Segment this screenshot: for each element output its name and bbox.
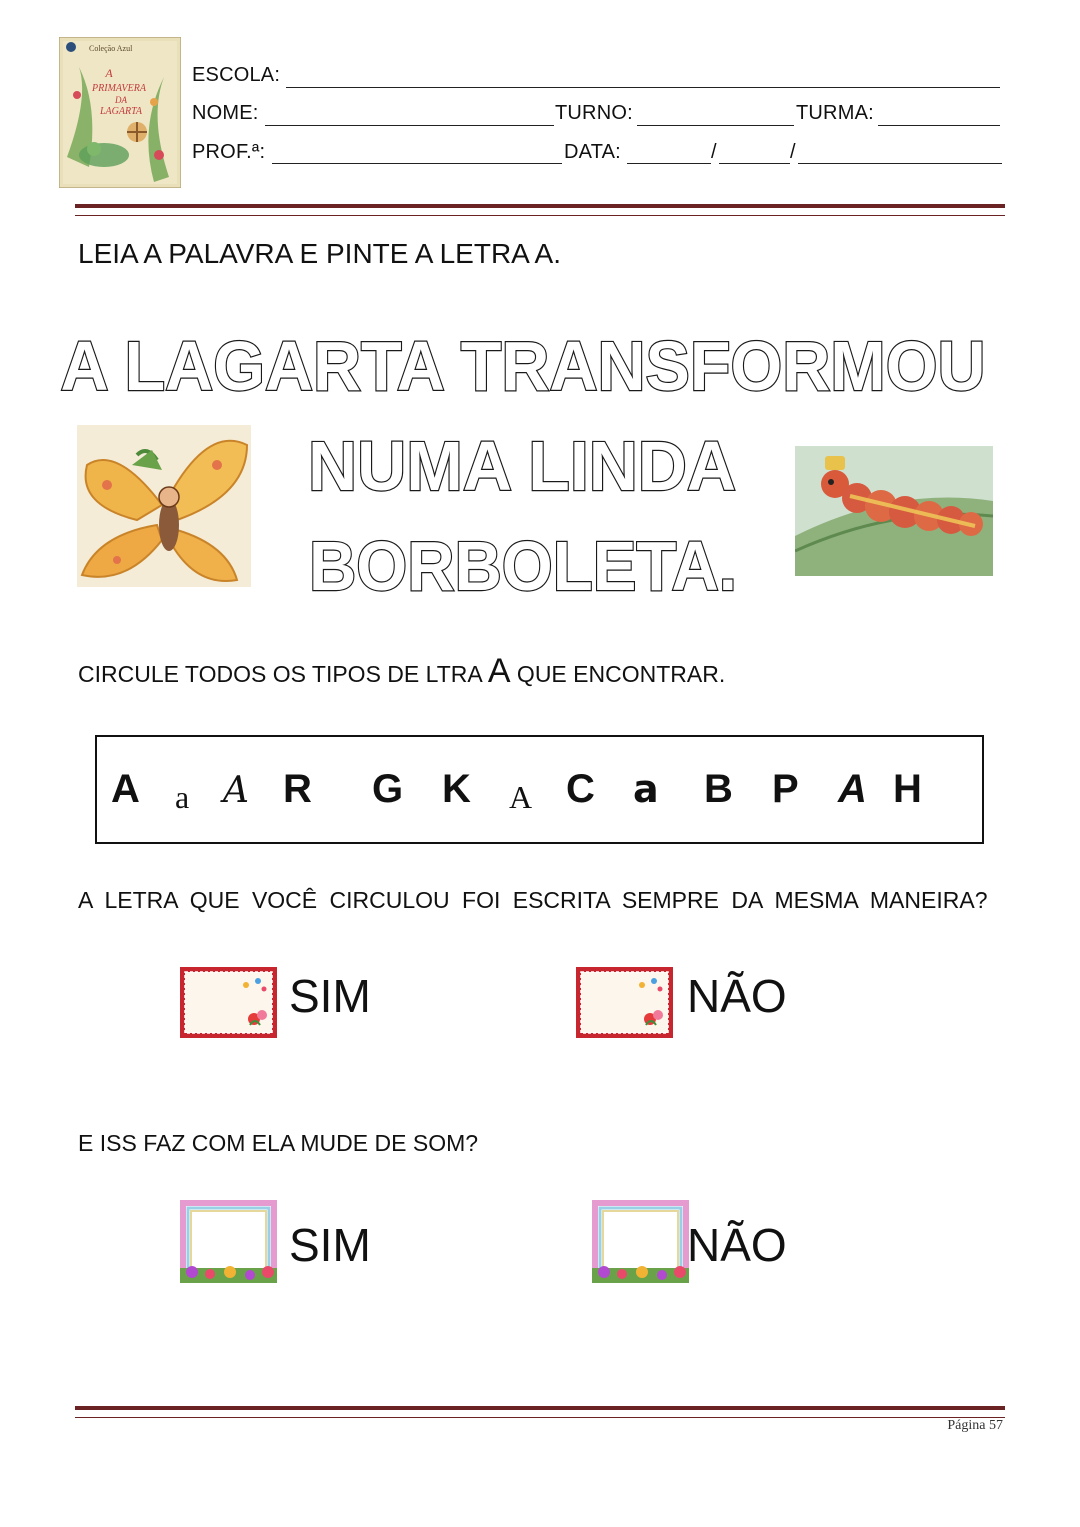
- yes-checkbox-1[interactable]: [180, 967, 277, 1038]
- sentence-line-3[interactable]: BORBOLETA.: [309, 527, 737, 605]
- no-checkbox-2[interactable]: [592, 1200, 689, 1283]
- yes-checkbox-2[interactable]: [180, 1200, 277, 1283]
- footer-separator: [75, 1406, 1005, 1418]
- answer-no-2: NÃO: [687, 1219, 787, 1271]
- letter-item[interactable]: C: [566, 767, 595, 811]
- sentence-line-1[interactable]: A LAGARTA TRANSFORMOU: [60, 327, 986, 405]
- svg-text:LAGARTA: LAGARTA: [99, 106, 143, 117]
- caterpillar-illustration: [795, 446, 993, 576]
- turma-label: TURMA:: [796, 102, 874, 124]
- svg-text:A: A: [105, 66, 113, 80]
- data-label: DATA:: [564, 141, 621, 163]
- letter-item[interactable]: A: [838, 767, 867, 811]
- date-separator: /: [790, 141, 796, 163]
- escola-field[interactable]: [286, 87, 1000, 88]
- butterfly-illustration: [77, 425, 251, 587]
- letter-item[interactable]: P: [772, 767, 799, 811]
- turno-label: TURNO:: [555, 102, 633, 124]
- instruction-2-text-after: QUE ENCONTRAR.: [510, 661, 726, 687]
- letters-box: [95, 735, 984, 844]
- answer-yes-2: SIM: [289, 1219, 371, 1271]
- nome-label: NOME:: [192, 102, 259, 124]
- cover-series-text: Coleção Azul: [89, 44, 133, 53]
- letter-item[interactable]: B: [704, 767, 733, 811]
- turma-field[interactable]: [878, 125, 1000, 126]
- svg-text:PRIMAVERA: PRIMAVERA: [92, 83, 146, 94]
- answer-no-1: NÃO: [687, 970, 787, 1022]
- letter-item[interactable]: K: [442, 767, 471, 811]
- question-change-sound: E ISS FAZ COM ELA MUDE DE SOM?: [78, 1130, 479, 1156]
- page-number: Página 57: [947, 1418, 1003, 1433]
- letter-item[interactable]: a: [633, 767, 659, 811]
- prof-label: PROF.ª:: [192, 141, 266, 163]
- instruction-2-big-letter: A: [487, 652, 511, 690]
- date-month-field[interactable]: [719, 163, 790, 164]
- instruction-circle-letters: [78, 652, 725, 691]
- letter-item[interactable]: A: [111, 767, 140, 811]
- instruction-2-text-before: CIRCULE TODOS OS TIPOS DE LTRA: [78, 661, 488, 687]
- letter-item[interactable]: H: [893, 767, 922, 811]
- letter-item[interactable]: R: [283, 767, 312, 811]
- sentence-line-2[interactable]: NUMA LINDA: [308, 427, 736, 505]
- book-cover-image: [59, 37, 181, 188]
- svg-text:DA: DA: [115, 95, 127, 105]
- date-year-field[interactable]: [798, 163, 1002, 164]
- letter-item[interactable]: a: [175, 779, 190, 815]
- turno-field[interactable]: [637, 125, 794, 126]
- answer-yes-1: SIM: [289, 970, 371, 1022]
- date-day-field[interactable]: [627, 163, 711, 164]
- instruction-read-paint: LEIA A PALAVRA E PINTE A LETRA A.: [78, 238, 561, 269]
- prof-field[interactable]: [272, 163, 562, 164]
- date-separator: /: [711, 141, 717, 163]
- letter-item[interactable]: G: [372, 767, 404, 811]
- header-separator: [75, 204, 1005, 216]
- escola-label: ESCOLA:: [192, 64, 281, 86]
- nome-field[interactable]: [265, 125, 554, 126]
- letter-item[interactable]: A: [223, 770, 249, 811]
- letter-item[interactable]: A: [509, 779, 533, 815]
- no-checkbox-1[interactable]: [576, 967, 673, 1038]
- question-same-writing: A LETRA QUE VOCÊ CIRCULOU FOI ESCRITA SEMPRE DA MESMA MANEIRA?: [78, 887, 988, 913]
